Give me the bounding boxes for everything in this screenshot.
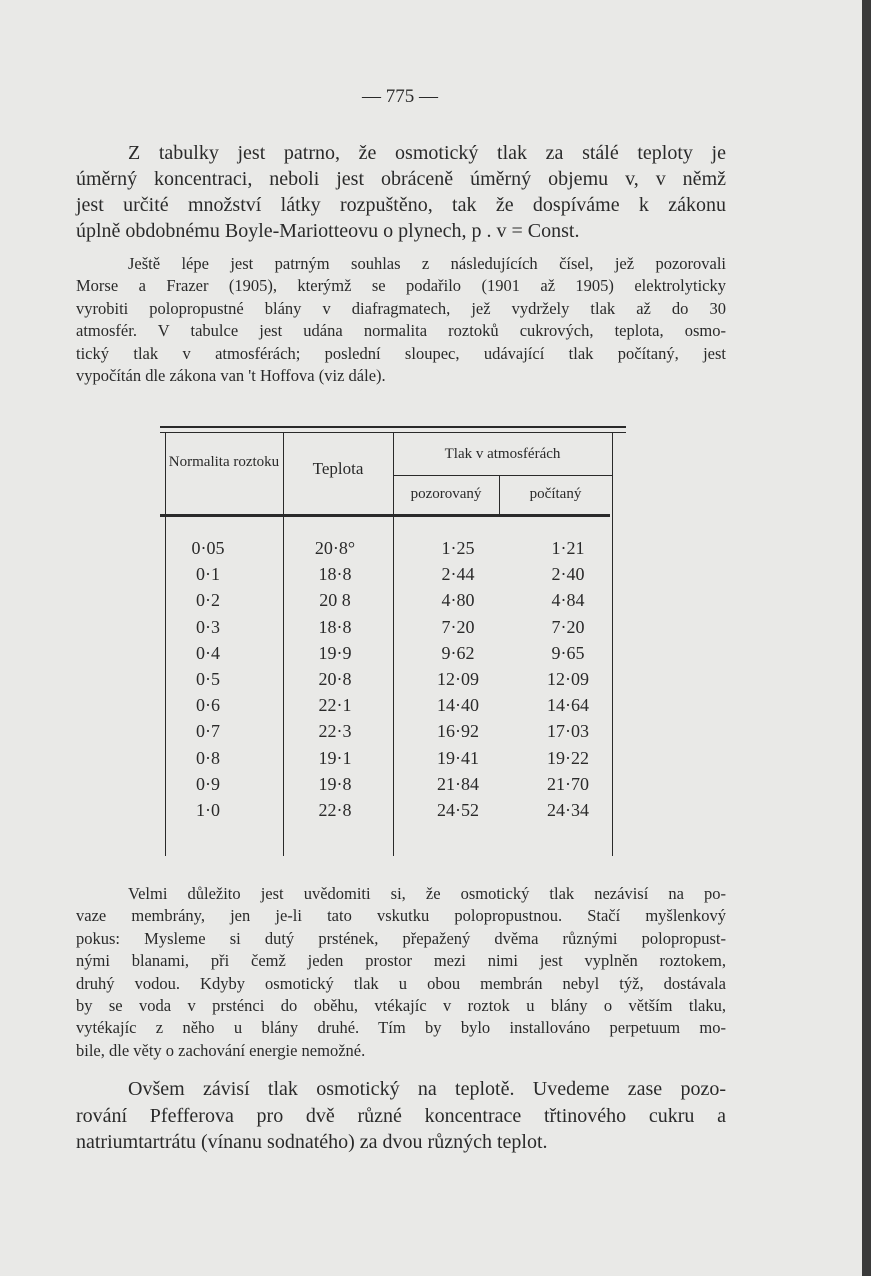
text-line: by se voda v prsténci do oběhu, vtékajíc v roztok u blány o větším tlaku, [76,996,726,1015]
table-cell: 20·8 [318,669,352,689]
table-cell: 0·05 [191,538,225,558]
table-cell: 7·20 [551,616,585,637]
table-cell: 14·40 [437,695,479,716]
table-cell: 21·70 [547,773,589,794]
text-line: atmosfér. V tabulce jest udána normalita roztoků cukrových, teplota, osmo- [76,321,726,341]
table-cell: 0·4 [196,642,220,663]
table-cell: 14·64 [547,695,589,716]
table-cell: 17·03 [547,721,589,742]
table-cell: 19·8 [318,773,352,794]
table-cell: 0·6 [196,695,220,716]
table-cell: 1·25 [441,538,475,558]
table-cell: 22·1 [318,695,352,716]
table-cell: 21·84 [437,773,479,794]
table-cell: 18·8 [318,616,352,637]
table-cell: 1·0 [196,800,220,820]
text-line: vytékajíc z něho u blány druhé. Tím by bylo installováno perpetuum mo- [76,1018,726,1038]
header-pocitany: počítaný [529,486,582,502]
table-cell: 0·5 [196,669,220,689]
header-tlak: Tlak v atmosférách [444,446,561,462]
text-line: rování Pfefferova pro dvě různé koncentrace třtinového cukru a [76,1104,726,1127]
table-cell: 12·09 [547,669,589,689]
table-cell: 22·3 [318,721,352,742]
header-pozorovany: pozorovaný [410,486,482,502]
table-cell: 1·21 [551,538,585,558]
text-line: druhý vodou. Kdyby osmotický tlak u obou membrán nebyl týž, dostávala [76,973,726,993]
table-cell: 24·52 [437,800,479,820]
table-cell: 0·1 [196,564,220,585]
table-cell: 12·09 [437,669,479,689]
table-cell: 22·8 [318,800,352,820]
table-cell: 16·92 [437,721,479,742]
table-cell: 4·84 [551,590,585,611]
text-line: pokus: Mysleme si dutý prstének, přepažený dvěma různými polopropust- [76,928,726,948]
table-cell: 9·65 [551,642,585,663]
table-cell: 19·22 [547,747,589,768]
table-cell: 18·8 [318,564,352,585]
text-line: Ještě lépe jest patrným souhlas z následujících čísel, jež pozorovali [128,254,726,273]
table-cell: 0·7 [196,721,220,742]
table-cell: 0·9 [196,773,220,794]
table-cell: 2·40 [551,564,585,585]
table-cell: 0·2 [196,590,220,611]
table-cell: 4·80 [441,590,475,611]
text-line: Velmi důležito jest uvědomiti si, že osmotický tlak nezávisí na po- [128,884,726,903]
text-line: jest určité množství látky rozpuštěno, tak že dospíváme k zákonu [76,194,726,216]
table-cell: 19·9 [318,642,352,663]
table-cell: 0·8 [196,747,220,768]
text-line: vypočítán dle zákona van 't Hoffova (viz dále). [76,366,386,385]
text-line: vyrobiti polopropustné blány v diafragmatech, jež vydržely tlak až do 30 [76,298,726,318]
table-cell: 0·3 [196,616,220,637]
text-line: úplně obdobnému Boyle-Mariotteovu o plynech, p . v = Const. [76,220,580,242]
table-cell: 9·62 [441,642,475,663]
table-cell: 20·8° [314,538,356,558]
header-normalita: Normalita roztoku [168,454,280,470]
text-line: úměrný koncentraci, neboli jest obráceně úměrný objemu v, v němž [76,168,726,190]
table-cell: 2·44 [441,564,475,585]
table-cell: 20 8 [319,590,351,611]
text-line: nými blanami, při čemž jeden prostor mezi nimi jest vyplněn roztokem, [76,951,726,971]
text-line: tický tlak v atmosférách; poslední sloupec, udávající tlak počítaný, jest [76,343,726,363]
header-teplota: Teplota [312,459,364,478]
text-line: vaze membrány, jen je-li tato vskutku polopropustnou. Stačí myšlenkový [76,906,726,926]
text-line: natriumtartrátu (vínanu sodnatého) za dvou různých teplot. [76,1131,548,1153]
table-cell: 7·20 [441,616,475,637]
text-line: Z tabulky jest patrno, že osmotický tlak za stálé teploty je [128,142,726,164]
text-line: bile, dle věty o zachování energie nemožné. [76,1040,366,1060]
table-cell: 19·41 [437,747,479,768]
table-cell: 24·34 [547,800,589,820]
data-table [160,426,626,856]
page-number: — 775 — [362,86,438,107]
scan-edge [862,0,871,1276]
text-line: Morse a Frazer (1905), kterýmž se podařilo (1901 až 1905) elektrolyticky [76,276,726,296]
table-cell: 19·1 [318,747,352,768]
text-line: Ovšem závisí tlak osmotický na teplotě. Uvedeme zase pozo- [128,1078,726,1100]
